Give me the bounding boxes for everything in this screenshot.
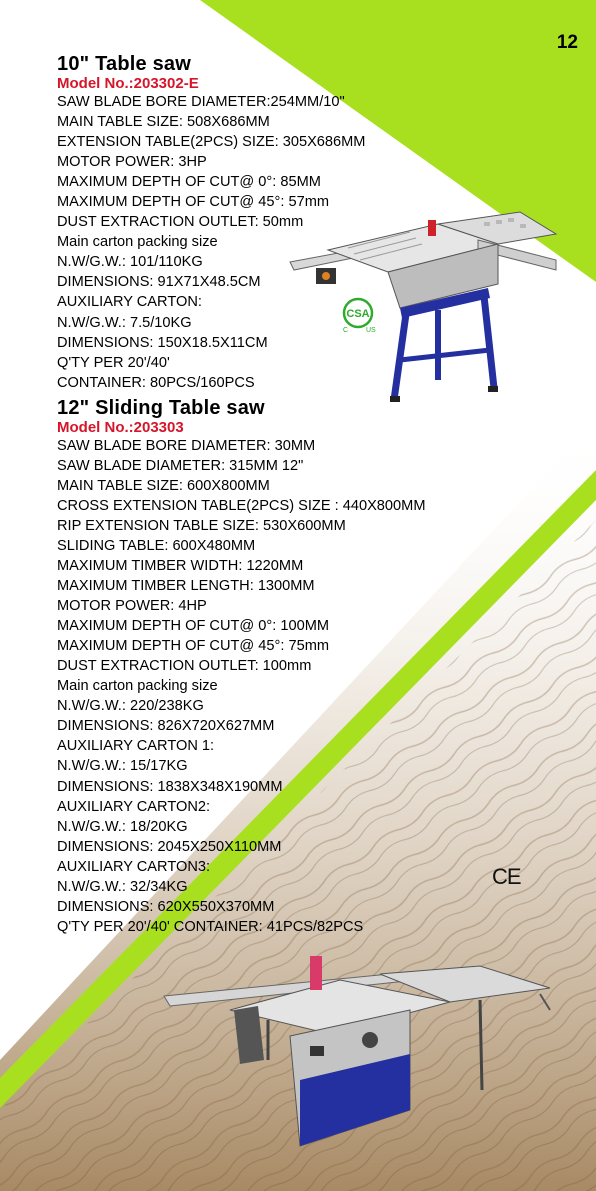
spec-item: MAXIMUM DEPTH OF CUT@ 45°: 57mm [57, 194, 330, 211]
spec-item: N.W/G.W.: 18/20KG [57, 818, 188, 835]
spec-item: MAIN TABLE SIZE: 600X800MM [57, 477, 270, 494]
spec-item: MAIN TABLE SIZE: 508X686MM [57, 114, 270, 131]
spec-item: Main carton packing size [57, 234, 218, 251]
page-number: 12 [556, 32, 578, 53]
spec-item: SAW BLADE BORE DIAMETER:254MM/10" [57, 94, 345, 110]
spec-item: MAXIMUM TIMBER WIDTH: 1220MM [57, 557, 304, 574]
spec-item: Q'TY PER 20'/40' CONTAINER: 41PCS/82PCS [57, 918, 364, 935]
spec-item: AUXILIARY CARTON3: [57, 858, 211, 875]
spec-item: DIMENSIONS: 620X550X370MM [57, 898, 275, 915]
spec-item: Q'TY PER 20'/40' [57, 354, 170, 371]
spec-item: N.W/G.W.: 220/238KG [57, 698, 204, 715]
spec-list [57, 92, 577, 393]
spec-item: DUST EXTRACTION OUTLET: 100mm [57, 658, 312, 675]
spec-item: MOTOR POWER: 4HP [57, 598, 207, 615]
spec-item: DIMENSIONS: 826X720X627MM [57, 718, 275, 735]
csa-c-label: C [343, 327, 349, 334]
spec-item: EXTENSION TABLE(2PCS) SIZE: 305X686MM [57, 134, 366, 151]
spec-item: AUXILIARY CARTON2: [57, 798, 211, 815]
spec-item: MAXIMUM DEPTH OF CUT@ 0°: 100MM [57, 618, 330, 635]
spec-sheet [57, 52, 577, 937]
sliding-table-saw-image [160, 950, 560, 1150]
spec-item: N.W/G.W.: 15/17KG [57, 758, 188, 775]
spec-item: AUXILIARY CARTON 1: [57, 738, 215, 755]
spec-item: CONTAINER: 80PCS/160PCS [57, 374, 255, 391]
spec-item: DIMENSIONS: 91X71X48.5CM [57, 274, 261, 291]
spec-item: MAXIMUM DEPTH OF CUT@ 45°: 75mm [57, 638, 330, 655]
spec-item: DIMENSIONS: 1838X348X190MM [57, 778, 283, 795]
spec-item: SAW BLADE BORE DIAMETER: 30MM [57, 437, 316, 454]
table-saw-section [57, 52, 577, 393]
spec-item: AUXILIARY CARTON: [57, 294, 202, 311]
spec-item: N.W/G.W.: 101/110KG [57, 254, 203, 271]
spec-item: DIMENSIONS: 150X18.5X11CM [57, 334, 268, 351]
spec-item: MOTOR POWER: 3HP [57, 154, 207, 171]
spec-item: MAXIMUM DEPTH OF CUT@ 0°: 85MM [57, 174, 321, 191]
spec-item: MAXIMUM TIMBER LENGTH: 1300MM [57, 578, 315, 595]
spec-item: SLIDING TABLE: 600X480MM [57, 537, 256, 554]
spec-item: SAW BLADE DIAMETER: 315MM 12" [57, 457, 304, 474]
sliding-table-saw-section [57, 396, 577, 937]
model-number: Model No.:203303 [57, 418, 184, 436]
csa-us-label: US [366, 327, 376, 334]
spec-item: DUST EXTRACTION OUTLET: 50mm [57, 214, 304, 231]
spec-list [57, 436, 577, 937]
csa-label: CSA [346, 308, 370, 320]
spec-item: N.W/G.W.: 32/34KG [57, 878, 188, 895]
spec-item: Main carton packing size [57, 678, 218, 695]
spec-item: CROSS EXTENSION TABLE(2PCS) SIZE : 440X800MM [57, 497, 426, 514]
spec-item: DIMENSIONS: 2045X250X110MM [57, 838, 282, 855]
spec-item: RIP EXTENSION TABLE SIZE: 530X600MM [57, 517, 346, 534]
model-number: Model No.:203302-E [57, 75, 199, 92]
product-title: 12" Sliding Table saw [57, 396, 265, 419]
spec-item: N.W/G.W.: 7.5/10KG [57, 314, 192, 331]
product-title: 10" Table saw [57, 53, 191, 75]
ce-label: CE [492, 864, 521, 889]
